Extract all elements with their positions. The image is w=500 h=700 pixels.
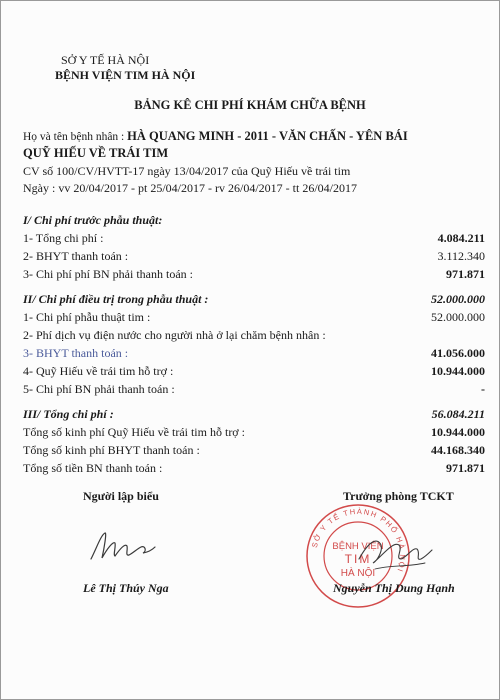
line-item-label: 5- Chi phí BN phải thanh toán : xyxy=(23,382,175,396)
section-total: 56.084.211 xyxy=(431,407,485,421)
line-item xyxy=(23,308,485,326)
section-total: 52.000.000 xyxy=(431,292,485,306)
patient-label: Họ và tên bệnh nhân : xyxy=(23,131,128,143)
line-item-value: 971.871 xyxy=(446,267,485,281)
line-item-label: Tổng số kinh phí Quỹ Hiếu về trái tim hỗ trợ : xyxy=(23,425,245,439)
stamp-line-2: TIM xyxy=(344,552,372,566)
line-item xyxy=(23,344,485,362)
line-item xyxy=(23,326,485,344)
line-item xyxy=(23,265,485,283)
line-item xyxy=(23,247,485,265)
section-surgery xyxy=(23,290,485,398)
line-item-label: 3- Chi phí phí BN phải thanh toán : xyxy=(23,267,193,281)
line-item-value: 3.112.340 xyxy=(437,249,485,263)
line-item-value: 10.944.000 xyxy=(431,364,485,378)
org-line-1: SỞ Y TẾ HÀ NỘI xyxy=(61,53,150,67)
line-item xyxy=(23,441,485,459)
line-item-label: Tổng số kinh phí BHYT thanh toán : xyxy=(23,443,200,457)
preparer-title: Người lập biểu xyxy=(83,489,159,503)
line-item-label: 2- Phí dịch vụ điện nước cho người nhà ở lại chăm bệnh nhân : xyxy=(23,328,326,342)
stamp-ring-text: SỞ Y TẾ THÀNH PHỐ HÀ NỘI xyxy=(309,506,408,575)
section-heading-row xyxy=(23,405,485,423)
line-item-value: 4.084.211 xyxy=(437,231,485,245)
line-item xyxy=(23,229,485,247)
line-item-label: 2- BHYT thanh toán : xyxy=(23,249,129,263)
line-item xyxy=(23,459,485,477)
accounting-head-signature xyxy=(355,529,435,575)
line-item-label: 1- Tổng chi phí : xyxy=(23,231,104,245)
line-item-value: 44.168.340 xyxy=(431,443,485,457)
accounting-head-name: Nguyễn Thị Dung Hạnh xyxy=(333,581,455,595)
section-heading: I/ Chi phí trước phẫu thuật: xyxy=(23,213,163,227)
line-item xyxy=(23,423,485,441)
patient-name: HÀ QUANG MINH - 2011 - VĂN CHẤN - YÊN BÁI xyxy=(127,129,408,143)
section-pre-surgery xyxy=(23,211,485,283)
section-heading-row xyxy=(23,211,485,229)
line-item-value: 52.000.000 xyxy=(431,310,485,324)
stamp-line-1: BỆNH VIỆN xyxy=(332,541,384,552)
section-heading: III/ Tổng chi phí : xyxy=(23,407,114,421)
patient-line xyxy=(23,129,408,144)
line-item-value: 971.871 xyxy=(446,461,485,475)
section-total-costs xyxy=(23,405,485,477)
cv-reference: CV số 100/CV/HVTT-17 ngày 13/04/2017 của Quỹ Hiếu về trái tim xyxy=(23,164,351,178)
section-heading: II/ Chi phí điều trị trong phẫu thuật : xyxy=(23,292,209,306)
line-item-label: 3- BHYT thanh toán : xyxy=(23,346,129,360)
preparer-signature xyxy=(87,525,157,569)
line-item xyxy=(23,380,485,398)
stamp-line-3: HÀ NỘI xyxy=(340,568,376,579)
accounting-head-title: Trưởng phòng TCKT xyxy=(343,489,454,503)
line-item-value: 41.056.000 xyxy=(431,346,485,360)
line-item-label: Tổng số tiền BN thanh toán : xyxy=(23,461,163,475)
line-item-value: - xyxy=(481,382,485,396)
line-item xyxy=(23,362,485,380)
document-title: BẢNG KÊ CHI PHÍ KHÁM CHỮA BỆNH xyxy=(134,98,366,112)
dates-line: Ngày : vv 20/04/2017 - pt 25/04/2017 - rv 26/04/2017 - tt 26/04/2017 xyxy=(23,181,357,195)
preparer-name: Lê Thị Thúy Nga xyxy=(83,581,169,595)
section-heading-row xyxy=(23,290,485,308)
fund-name: QUỸ HIẾU VỀ TRÁI TIM xyxy=(23,146,169,160)
line-item-label: 4- Quỹ Hiếu về trái tim hỗ trợ : xyxy=(23,364,174,378)
line-item-value: 10.944.000 xyxy=(431,425,485,439)
line-item-label: 1- Chi phí phẫu thuật tim : xyxy=(23,310,151,324)
org-line-2: BỆNH VIỆN TIM HÀ NỘI xyxy=(55,68,196,82)
